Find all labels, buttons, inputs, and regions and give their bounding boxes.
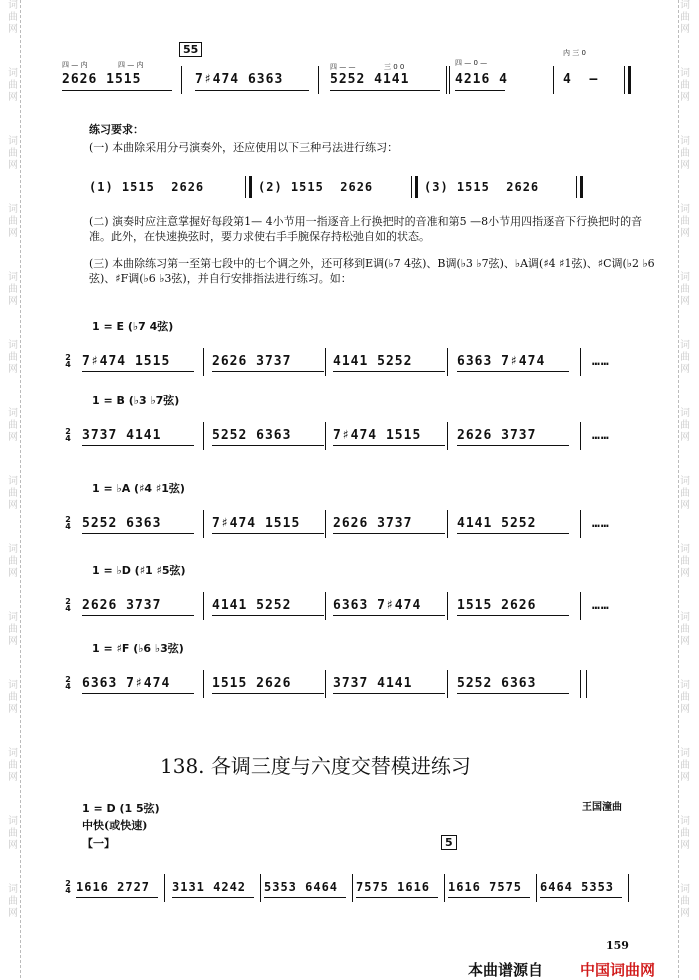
- watermark-glyph: 曲: [8, 284, 18, 295]
- watermark-glyph: 曲: [8, 420, 18, 431]
- barline: [203, 348, 204, 376]
- watermark-glyph: 曲: [680, 624, 690, 635]
- watermark-glyph: 词: [8, 884, 18, 895]
- tempo-marking: 中快(或快速): [82, 819, 148, 832]
- watermark-glyph: 词: [680, 272, 690, 283]
- measure-notes: 2626 3737: [457, 428, 537, 443]
- final-barline: [624, 66, 625, 94]
- watermark-glyph: 词: [680, 408, 690, 419]
- beam-underline: [172, 897, 254, 898]
- fingering: 四 — —: [330, 63, 356, 71]
- bowing-example-2: (2) 1515 2626: [258, 180, 374, 194]
- repeat-barline: [446, 66, 447, 94]
- fingering: 内 三 0: [563, 49, 586, 57]
- barline: [352, 874, 353, 902]
- watermark-glyph: 网: [8, 704, 18, 715]
- beam-underline: [212, 533, 324, 534]
- exercise-key: 1 = ♭D (♯1 ♯5弦): [92, 564, 186, 577]
- barline: [580, 348, 581, 376]
- watermark-glyph: 词: [8, 340, 18, 351]
- page-number: 159: [606, 939, 629, 952]
- measure-notes: 6363 7♯474: [457, 354, 546, 369]
- measure-notes: 2626 1515: [62, 72, 142, 87]
- watermark-glyph: 词: [8, 204, 18, 215]
- watermark-glyph: 曲: [680, 488, 690, 499]
- watermark-glyph: 网: [8, 160, 18, 171]
- watermark-glyph: 曲: [680, 556, 690, 567]
- measure-notes: 7575 1616: [356, 880, 431, 894]
- time-signature: 2 4: [65, 353, 71, 369]
- barline: [245, 176, 246, 198]
- beam-underline: [195, 90, 309, 91]
- watermark-glyph: 曲: [680, 284, 690, 295]
- exercise-key: 1 = ♭A (♯4 ♯1弦): [92, 482, 185, 495]
- measure-notes: 4141 5252: [333, 354, 413, 369]
- watermark-glyph: 词: [680, 476, 690, 487]
- final-barline-thick: [628, 66, 631, 94]
- beam-underline: [356, 897, 438, 898]
- beam-underline: [457, 533, 569, 534]
- watermark-glyph: 词: [8, 0, 18, 11]
- piece-key: 1 = D (1 5弦): [82, 802, 160, 815]
- watermark-glyph: 词: [680, 748, 690, 759]
- measure-notes: 5353 6464: [264, 880, 339, 894]
- watermark-glyph: 网: [680, 296, 690, 307]
- exercise-key: 1 = E (♭7 4弦): [92, 320, 174, 333]
- watermark-glyph: 词: [680, 204, 690, 215]
- repeat-barline: [449, 66, 450, 94]
- barline: [325, 592, 326, 620]
- watermark-glyph: 曲: [8, 896, 18, 907]
- footer-source-label: 本曲谱源自: [468, 961, 544, 979]
- watermark-glyph: 曲: [8, 148, 18, 159]
- watermark-glyph: 词: [8, 816, 18, 827]
- beam-underline: [457, 615, 569, 616]
- watermark-glyph: 网: [8, 908, 18, 919]
- watermark-glyph: 网: [8, 636, 18, 647]
- watermark-glyph: 网: [8, 432, 18, 443]
- measure-notes: 4141 5252: [212, 598, 292, 613]
- watermark-glyph: 曲: [680, 12, 690, 23]
- watermark-glyph: 词: [8, 68, 18, 79]
- barline: [203, 422, 204, 450]
- barline: [553, 66, 554, 94]
- beam-underline: [333, 533, 445, 534]
- composer: 王国潼曲: [582, 802, 622, 813]
- continuation-ellipsis: ……: [592, 428, 610, 443]
- watermark-glyph: 词: [8, 272, 18, 283]
- measure-notes: 7♯474 1515: [333, 428, 422, 443]
- beam-underline: [212, 445, 324, 446]
- watermark-glyph: 词: [680, 884, 690, 895]
- barline: [580, 670, 581, 698]
- measure-notes: 1515 2626: [457, 598, 537, 613]
- fingering: 三 0 0: [384, 63, 405, 71]
- barline: [586, 670, 587, 698]
- barline: [628, 874, 629, 902]
- barline: [576, 176, 577, 198]
- beam-underline: [76, 897, 158, 898]
- fingering: 四 — 内: [62, 61, 88, 69]
- barline: [447, 422, 448, 450]
- beam-underline: [540, 897, 622, 898]
- time-signature: 2 4: [65, 427, 71, 443]
- measure-notes: 4216 4: [455, 72, 508, 87]
- barline: [580, 592, 581, 620]
- watermark-glyph: 曲: [8, 692, 18, 703]
- measure-notes: 6464 5353: [540, 880, 615, 894]
- barline: [325, 670, 326, 698]
- beam-underline: [212, 371, 324, 372]
- beam-underline: [455, 90, 505, 91]
- time-signature: 2 4: [65, 597, 71, 613]
- watermark-glyph: 曲: [680, 692, 690, 703]
- beam-underline: [457, 693, 569, 694]
- watermark-glyph: 曲: [680, 420, 690, 431]
- watermark-glyph: 网: [8, 500, 18, 511]
- barline: [580, 422, 581, 450]
- measure-notes: 4 –: [563, 72, 599, 87]
- watermark-glyph: 网: [680, 432, 690, 443]
- measure-notes: 5252 6363: [457, 676, 537, 691]
- watermark-glyph: 词: [680, 68, 690, 79]
- time-signature: 2 4: [65, 675, 71, 691]
- watermark-glyph: 网: [8, 364, 18, 375]
- beam-underline: [212, 615, 324, 616]
- watermark-glyph: 曲: [8, 828, 18, 839]
- measure-notes: 2626 3737: [212, 354, 292, 369]
- watermark-glyph: 词: [8, 136, 18, 147]
- watermark-glyph: 网: [680, 500, 690, 511]
- watermark-glyph: 网: [680, 840, 690, 851]
- continuation-ellipsis: ……: [592, 354, 610, 369]
- beam-underline: [333, 445, 445, 446]
- watermark-glyph: 网: [680, 160, 690, 171]
- beam-underline: [62, 90, 172, 91]
- continuation-ellipsis: ……: [592, 516, 610, 531]
- beam-underline: [82, 533, 194, 534]
- watermark-glyph: 网: [680, 568, 690, 579]
- beam-underline: [82, 445, 194, 446]
- watermark-glyph: 网: [8, 772, 18, 783]
- beam-underline: [82, 693, 194, 694]
- watermark-glyph: 网: [8, 92, 18, 103]
- barline: [447, 510, 448, 538]
- barline: [536, 874, 537, 902]
- watermark-glyph: 网: [680, 636, 690, 647]
- watermark-glyph: 曲: [8, 624, 18, 635]
- exercise-key: 1 = ♯F (♭6 ♭3弦): [92, 642, 184, 655]
- barline: [447, 670, 448, 698]
- barline: [249, 176, 252, 198]
- section-marker: 【一】: [82, 837, 115, 850]
- watermark-glyph: 曲: [8, 216, 18, 227]
- watermark-glyph: 曲: [8, 760, 18, 771]
- piece-title: 138. 各调三度与六度交替模进练习: [160, 754, 471, 778]
- beam-underline: [82, 371, 194, 372]
- barline: [580, 176, 583, 198]
- measure-notes: 3737 4141: [333, 676, 413, 691]
- watermark-glyph: 网: [680, 24, 690, 35]
- watermark-glyph: 网: [8, 24, 18, 35]
- continuation-ellipsis: ……: [592, 598, 610, 613]
- beam-underline: [333, 371, 445, 372]
- watermark-glyph: 词: [8, 544, 18, 555]
- barline: [203, 510, 204, 538]
- beam-underline: [448, 897, 530, 898]
- barline: [447, 348, 448, 376]
- beam-underline: [333, 693, 445, 694]
- watermark-glyph: 词: [680, 680, 690, 691]
- barline: [203, 670, 204, 698]
- bowing-example-1: (1) 1515 2626: [89, 180, 205, 194]
- barline: [444, 874, 445, 902]
- watermark-glyph: 网: [680, 704, 690, 715]
- measure-notes: 6363 7♯474: [82, 676, 171, 691]
- watermark-glyph: 曲: [8, 488, 18, 499]
- barline: [164, 874, 165, 902]
- barline: [181, 66, 182, 94]
- barline: [260, 874, 261, 902]
- watermark-glyph: 曲: [8, 80, 18, 91]
- time-signature: 2 4: [65, 879, 71, 895]
- measure-notes: 2626 3737: [333, 516, 413, 531]
- watermark-glyph: 网: [8, 840, 18, 851]
- measure-notes: 5252 6363: [82, 516, 162, 531]
- barline: [203, 592, 204, 620]
- measure-notes: 3737 4141: [82, 428, 162, 443]
- practice-item-1: (一) 本曲除采用分弓演奏外，还应使用以下三种弓法进行练习：: [89, 141, 399, 154]
- watermark-glyph: 词: [8, 748, 18, 759]
- watermark-glyph: 词: [680, 0, 690, 11]
- measure-notes: 3131 4242: [172, 880, 247, 894]
- beam-underline: [333, 615, 445, 616]
- fingering: 四 — 0 —: [455, 59, 488, 67]
- bowing-example-3: (3) 1515 2626: [424, 180, 540, 194]
- watermark-glyph: 网: [680, 772, 690, 783]
- measure-notes: 5252 6363: [212, 428, 292, 443]
- barline: [325, 510, 326, 538]
- watermark-glyph: 曲: [8, 556, 18, 567]
- watermark-glyph: 网: [8, 228, 18, 239]
- exercise-key: 1 = B (♭3 ♭7弦): [92, 394, 180, 407]
- watermark-glyph: 曲: [8, 12, 18, 23]
- practice-item-3: (三) 本曲除练习第一至第七段中的七个调之外，还可移到E调(♭7 4弦)、B调(♭3 ♭7弦)、♭A调(♯4 ♯1弦)、♯C调(♭2 ♭6弦)、♯F调(♭6 ♭3弦)，并自行安排指法进行练习。如：: [89, 257, 655, 285]
- watermark-glyph: 词: [680, 136, 690, 147]
- measure-notes: 7♯474 6363: [195, 72, 284, 87]
- watermark-glyph: 曲: [680, 352, 690, 363]
- barline: [325, 348, 326, 376]
- watermark-glyph: 词: [8, 408, 18, 419]
- barline: [447, 592, 448, 620]
- beam-underline: [212, 693, 324, 694]
- watermark-glyph: 词: [680, 612, 690, 623]
- watermark-glyph: 曲: [680, 80, 690, 91]
- beam-underline: [457, 371, 569, 372]
- rehearsal-mark-5: 5: [441, 835, 457, 850]
- measure-notes: 1616 7575: [448, 880, 523, 894]
- rehearsal-mark-55: 55: [179, 42, 202, 57]
- measure-notes: 2626 3737: [82, 598, 162, 613]
- barline: [415, 176, 418, 198]
- barline: [580, 510, 581, 538]
- barline: [411, 176, 412, 198]
- watermark-glyph: 网: [8, 296, 18, 307]
- watermark-glyph: 曲: [680, 828, 690, 839]
- watermark-glyph: 曲: [680, 896, 690, 907]
- beam-underline: [457, 445, 569, 446]
- measure-notes: 4141 5252: [457, 516, 537, 531]
- beam-underline: [82, 615, 194, 616]
- watermark-glyph: 网: [680, 364, 690, 375]
- measure-notes: 7♯474 1515: [82, 354, 171, 369]
- watermark-glyph: 曲: [8, 352, 18, 363]
- watermark-glyph: 词: [680, 340, 690, 351]
- measure-notes: 7♯474 1515: [212, 516, 301, 531]
- watermark-glyph: 曲: [680, 148, 690, 159]
- fingering: 四 — 内: [118, 61, 144, 69]
- watermark-glyph: 网: [680, 92, 690, 103]
- watermark-glyph: 词: [8, 612, 18, 623]
- watermark-glyph: 网: [680, 908, 690, 919]
- measure-notes: 6363 7♯474: [333, 598, 422, 613]
- beam-underline: [264, 897, 346, 898]
- measure-notes: 5252 4141: [330, 72, 410, 87]
- measure-notes: 1616 2727: [76, 880, 151, 894]
- footer-site-name: 中国词曲网: [580, 961, 656, 979]
- time-signature: 2 4: [65, 515, 71, 531]
- measure-notes: 1515 2626: [212, 676, 292, 691]
- practice-item-2: (二) 演奏时应注意掌握好每段第1— 4小节用一指逐音上行换把时的音准和第5 —8小节用四指逐音下行换把时的音准。此外，在快速换弦时，要力求使右手手腕保存持松弛自如的状态。: [89, 215, 643, 243]
- barline: [325, 422, 326, 450]
- watermark-glyph: 曲: [680, 216, 690, 227]
- watermark-glyph: 网: [8, 568, 18, 579]
- barline: [318, 66, 319, 94]
- watermark-glyph: 词: [8, 476, 18, 487]
- watermark-glyph: 曲: [680, 760, 690, 771]
- watermark-glyph: 词: [680, 544, 690, 555]
- beam-underline: [330, 90, 440, 91]
- watermark-glyph: 词: [8, 680, 18, 691]
- watermark-glyph: 词: [680, 816, 690, 827]
- watermark-glyph: 网: [680, 228, 690, 239]
- practice-heading: 练习要求：: [89, 123, 144, 136]
